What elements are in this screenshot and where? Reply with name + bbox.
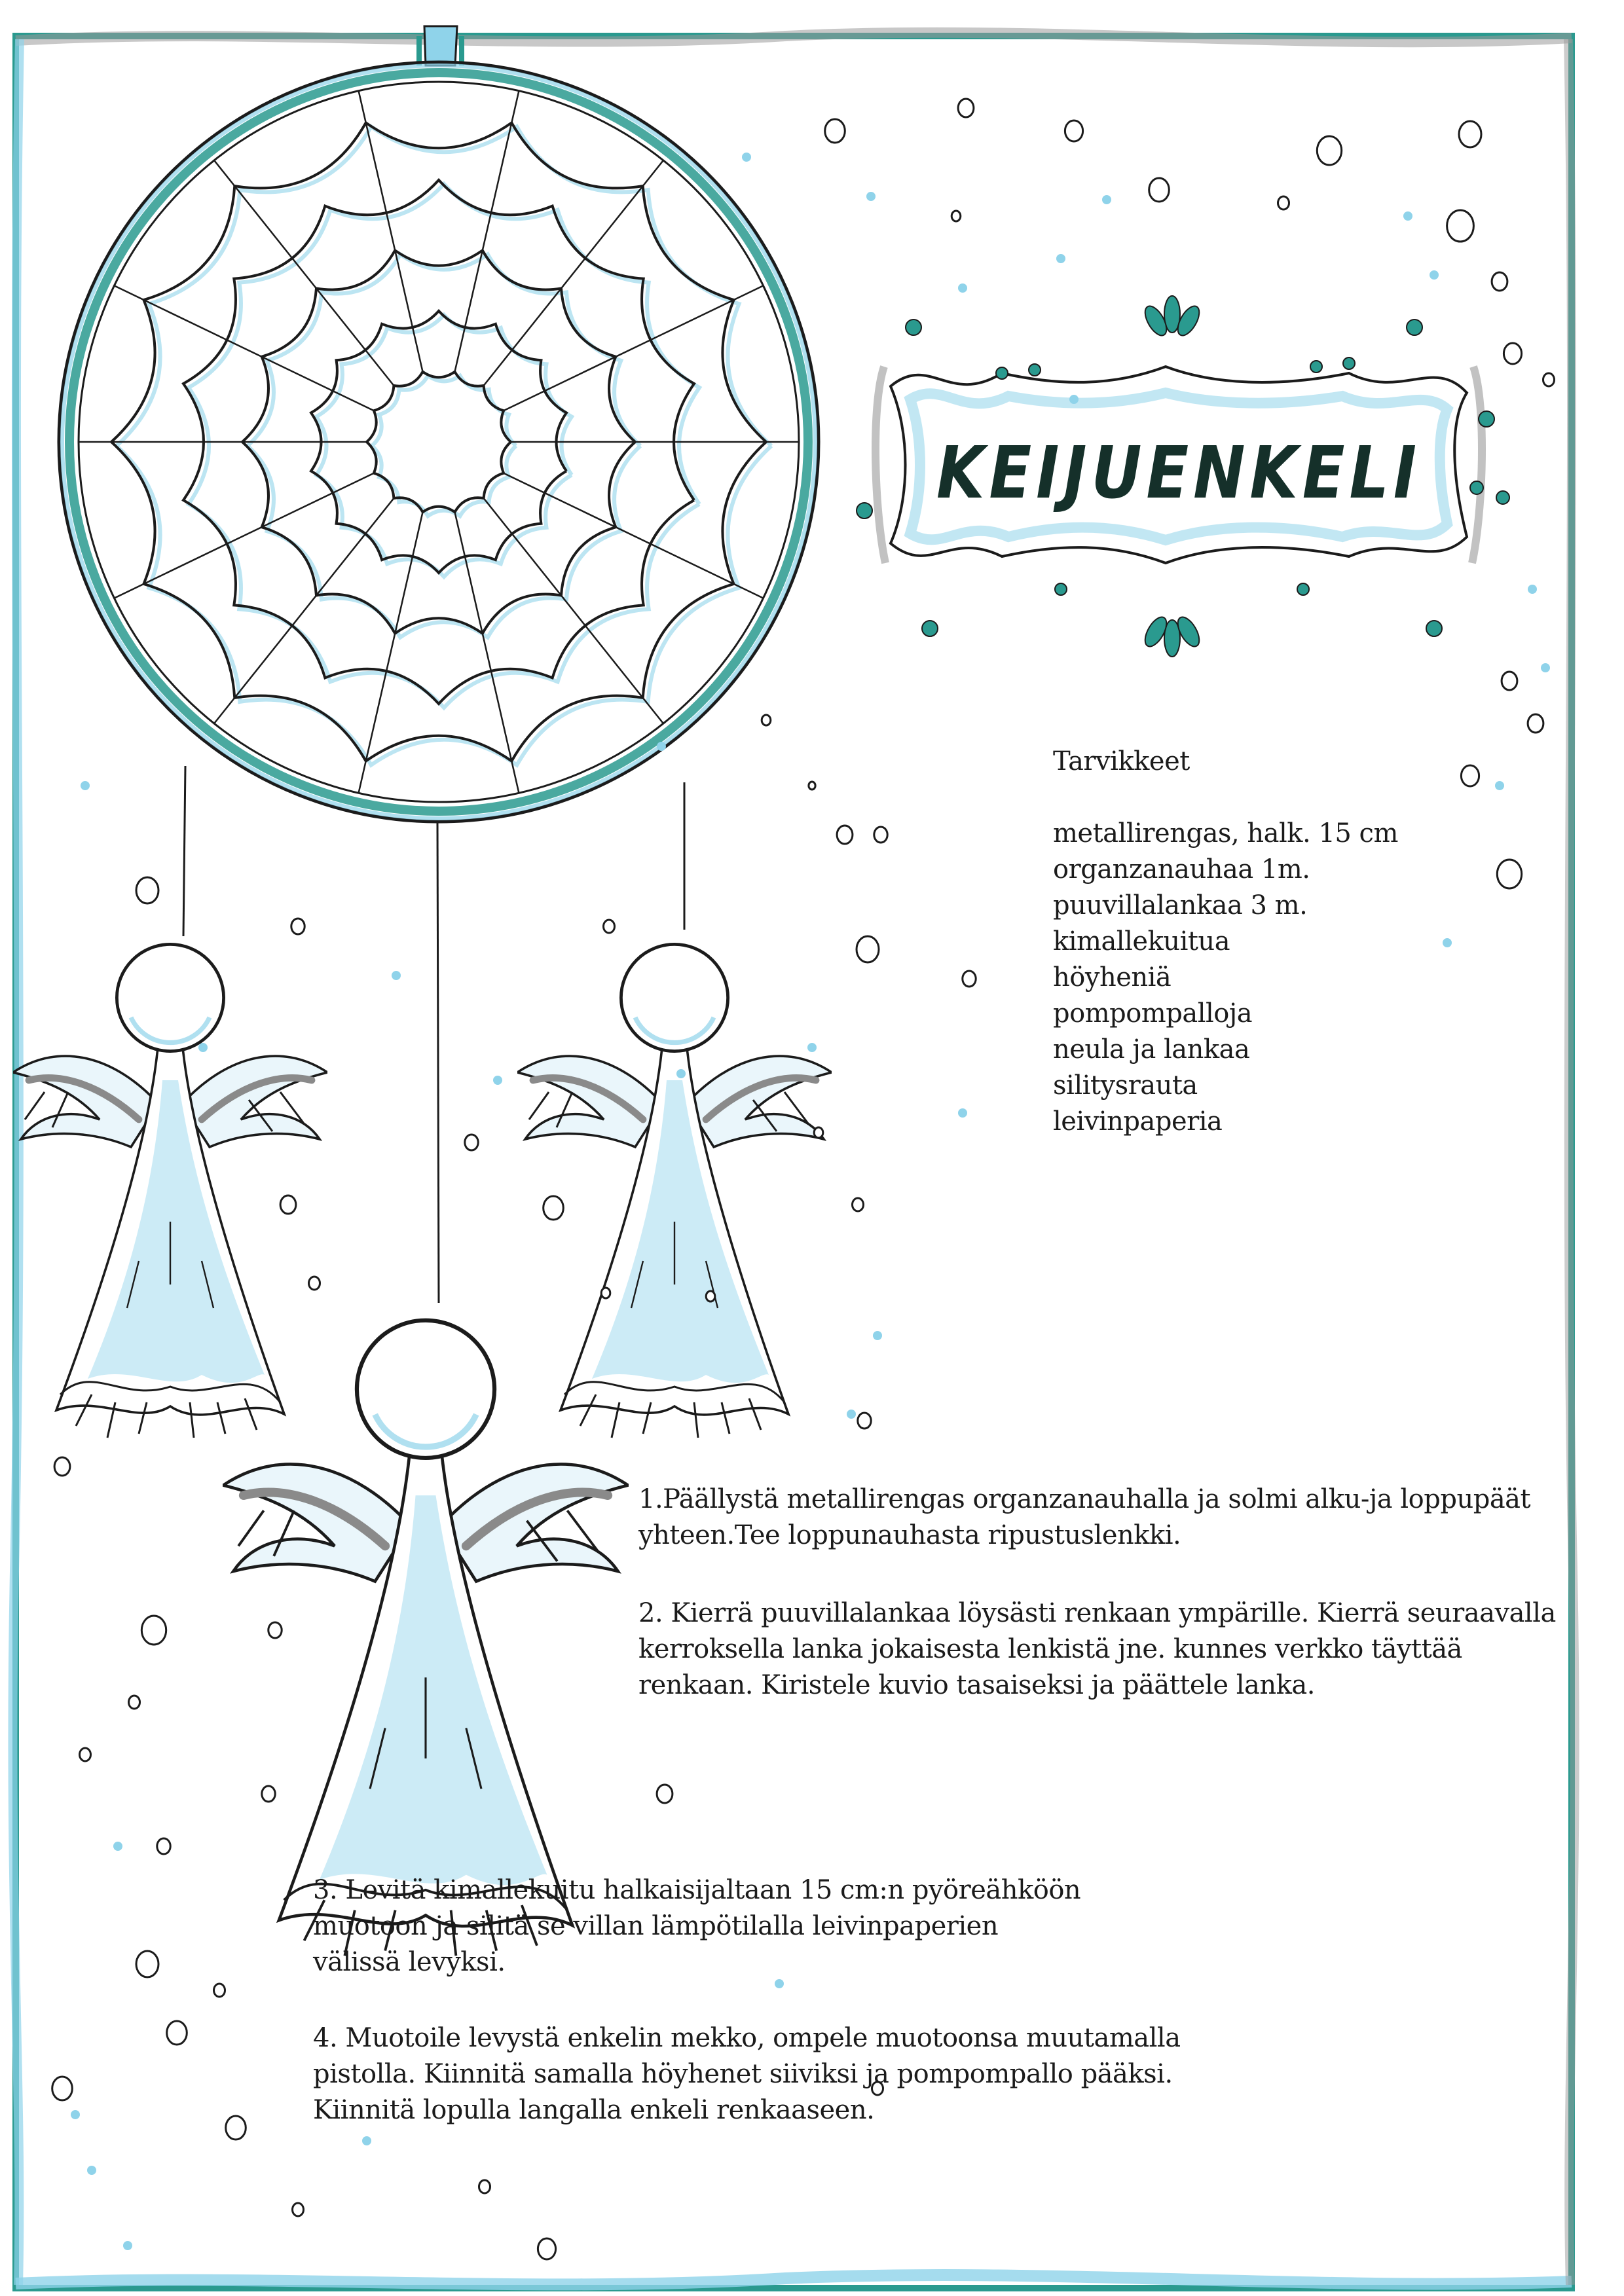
sparkle-dot (1430, 270, 1439, 280)
step-line: Kiinnitä lopulla langalla enkeli renkaaseen. (313, 2095, 875, 2125)
step-line: 1.Päällystä metallirengas organzanauhalla ja solmi alku-ja loppupäät (638, 1484, 1531, 1514)
step-line: kerroksella lanka jokaisesta lenkistä jne. kunnes verkko täyttää (638, 1634, 1462, 1664)
sparkle-dot (676, 1069, 686, 1078)
web-spoke (455, 91, 519, 372)
web-spoke (504, 473, 763, 598)
supplies-item: höyheniä (1053, 962, 1172, 993)
bubble-icon (1497, 860, 1521, 888)
bubble-icon (1317, 136, 1341, 165)
sparkle-dot (123, 2241, 132, 2250)
bubble-icon (465, 1135, 478, 1150)
angel-right (517, 944, 832, 1438)
step-line: renkaan. Kiristele kuvio tasaiseksi ja päättele lanka. (638, 1670, 1315, 1700)
step-line: 3. Levitä kimallekuitu halkaisijaltaan 15 cm:n pyöreähköön (313, 1875, 1081, 1905)
hanging-strings (183, 766, 684, 1303)
web-ring (189, 184, 699, 708)
step-line: välissä levyksi. (313, 1947, 506, 1977)
step-2 (638, 1595, 1556, 1704)
bubble-icon (874, 827, 887, 843)
bubble-icon (268, 1622, 282, 1638)
bubble-icon (1278, 196, 1289, 210)
bubble-icon (1543, 373, 1555, 386)
bubble-icon (167, 2021, 187, 2045)
web-spoke (484, 160, 663, 386)
bubble-icon (136, 1951, 158, 1977)
bubble-icon (1459, 121, 1481, 147)
sparkle-dot (81, 781, 90, 790)
sparkle-dot (1541, 663, 1550, 672)
sparkle-dot (807, 1043, 817, 1052)
sparkle-dot (1102, 195, 1111, 204)
step-3 (313, 1872, 1080, 1980)
step-line: pistolla. Kiinnitä samalla höyhenet siiviksi ja pompompallo pääksi. (313, 2059, 1173, 2089)
bubble-icon (1492, 272, 1507, 291)
bubble-icon (951, 211, 961, 221)
bubble-icon (809, 782, 815, 790)
supplies-list (1053, 744, 1398, 1140)
page-title: KEIJUENKELI (936, 431, 1421, 515)
bubble-icon (544, 1196, 564, 1220)
bubble-icon (538, 2238, 555, 2259)
sparkle-dot (873, 1331, 882, 1340)
step-1 (638, 1482, 1530, 1554)
sparkle-dot (198, 1043, 208, 1052)
bubble-icon (136, 877, 158, 903)
bubble-icon (958, 99, 974, 117)
bubble-icon (1149, 178, 1170, 202)
sparkle-dot (493, 1076, 502, 1085)
bubble-icon (280, 1195, 296, 1214)
bubble-icon (80, 1748, 91, 1761)
supplies-item: neula ja lankaa (1053, 1034, 1250, 1065)
supplies-item: organzanauhaa 1m. (1053, 854, 1310, 884)
bubble-icon (857, 936, 879, 962)
bubble-icon (1504, 343, 1521, 364)
bubble-icon (52, 2077, 73, 2100)
step-line: muotoon ja silitä se villan lämpötilalla leivinpaperien (313, 1911, 999, 1941)
sparkle-dot (1443, 938, 1452, 947)
supplies-item: metallirengas, halk. 15 cm (1053, 818, 1398, 848)
bubble-icon (1447, 210, 1474, 242)
step-line: 2. Kierrä puuvillalankaa löysästi renkaan ympärille. Kierrä seuraavalla (638, 1598, 1556, 1628)
bubble-icon (309, 1277, 320, 1290)
supplies-item: leivinpaperia (1053, 1106, 1223, 1137)
bubble-icon (129, 1696, 140, 1709)
bubble-icon (706, 1291, 715, 1302)
bubble-icon (291, 919, 304, 934)
sparkle-dot (775, 1979, 784, 1988)
web-spoke (504, 285, 763, 410)
bubble-icon (1528, 714, 1543, 733)
step-4 (313, 2020, 1181, 2128)
bubble-icon (157, 1838, 170, 1854)
dreamcatcher-icon (59, 26, 819, 822)
web-ring (248, 255, 640, 638)
sparkle-dot (1495, 781, 1504, 790)
supplies-heading: Tarvikkeet (1053, 746, 1190, 776)
bubble-icon (762, 715, 771, 725)
supplies-item: puuvillalankaa 3 m. (1053, 890, 1308, 920)
angel-center (223, 1321, 628, 1956)
bubble-icon (837, 826, 853, 844)
supplies-item: silitysrauta (1053, 1070, 1198, 1101)
bubble-icon (479, 2180, 490, 2193)
bubble-icon (226, 2116, 246, 2140)
angel-left (13, 944, 327, 1438)
sparkle-dot (1056, 254, 1065, 263)
bubble-icon (1502, 672, 1517, 690)
step-line: yhteen.Tee loppunauhasta ripustuslenkki. (638, 1520, 1181, 1550)
bubble-icon (1065, 120, 1082, 141)
bubble-icon (858, 1413, 871, 1429)
bubble-icon (293, 2203, 304, 2216)
bubble-icon (601, 1288, 610, 1298)
supplies-item: kimallekuitua (1053, 926, 1230, 957)
web-spoke (455, 512, 519, 793)
bubble-icon (1461, 765, 1479, 786)
bubble-icon (963, 971, 976, 987)
sparkle-dot (362, 2136, 371, 2145)
sparkle-dot (866, 192, 876, 201)
web-ring (316, 315, 572, 577)
bubble-icon (141, 1616, 166, 1645)
bubble-icon (604, 920, 615, 933)
sparkle-dot (113, 1842, 122, 1851)
sparkle-dot (742, 153, 751, 162)
step-line: 4. Muotoile levystä enkelin mekko, ompele muotoonsa muutamalla (313, 2023, 1181, 2053)
bubble-icon (825, 119, 845, 143)
sparkle-dot (657, 742, 666, 751)
sparkle-dot (1528, 585, 1537, 594)
sparkle-dot (1403, 211, 1412, 221)
bubble-icon (853, 1198, 864, 1211)
bubble-icon (814, 1127, 823, 1138)
sparkle-dot (958, 283, 967, 293)
sparkle-dot (847, 1410, 856, 1419)
sparkle-dot (392, 971, 401, 980)
sparkle-dot (1069, 395, 1079, 404)
web-spoke (359, 512, 423, 793)
sparkle-dot (71, 2110, 80, 2119)
supplies-item: pompompalloja (1053, 998, 1253, 1029)
sparkle-dot (958, 1108, 967, 1118)
sparkle-dot (87, 2166, 96, 2175)
bubble-icon (657, 1785, 673, 1803)
web-spoke (214, 160, 394, 386)
bubble-icon (54, 1457, 70, 1476)
bubble-icon (262, 1786, 275, 1802)
bubble-icon (214, 1984, 225, 1997)
